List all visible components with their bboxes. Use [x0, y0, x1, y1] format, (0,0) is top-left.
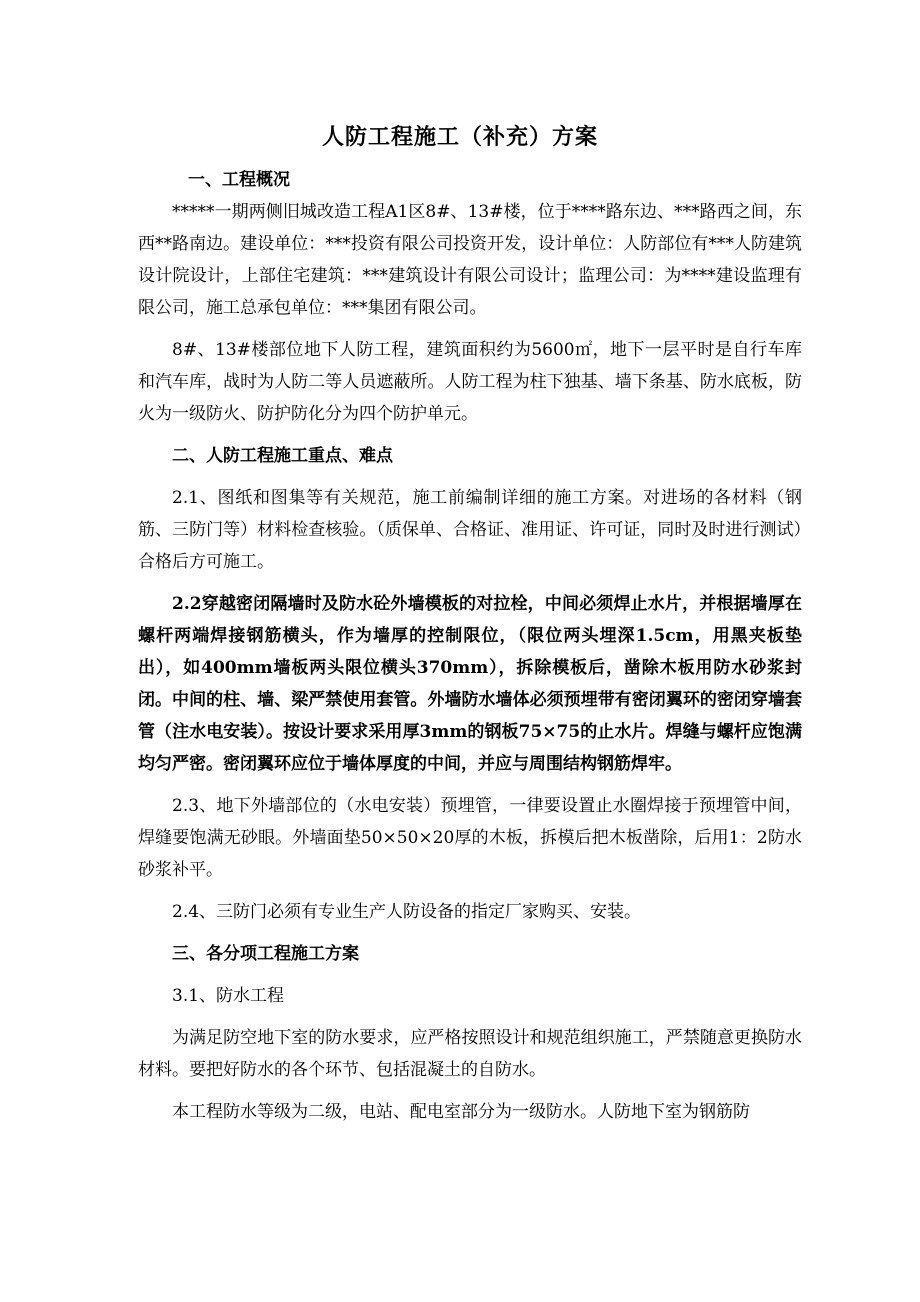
section-heading-1: 一、工程概况	[188, 170, 290, 190]
paragraph: *****一期两侧旧城改造工程A1区8#、13#楼，位于****路东边、***路西之间，东西**路南边。建设单位：***投资有限公司投资开发，设计单位：人防部位有***人防建筑设计院设计，上部住宅建筑：***建筑设计有限公司设计；监理公司：为****建设监理有限公司，施工总承包单位：***集团有限公司。	[138, 202, 802, 318]
paragraph: 2.4、三防门必须有专业生产人防设备的指定厂家购买、安装。	[172, 902, 642, 922]
spacer	[138, 1012, 802, 1022]
spacer	[138, 578, 802, 588]
spacer	[138, 928, 802, 938]
spacer	[138, 472, 802, 482]
spacer	[138, 1086, 802, 1096]
page-title: 人防工程施工（补充）方案	[321, 124, 598, 150]
paragraph-bold: 2.2穿越密闭隔墙时及防水砼外墙模板的对拉栓，中间必须焊止水片，并根据墙厚在螺杆两端焊接钢筋横头，作为墙厚的控制限位，（限位两头埋深1.5cm，用黑夹板垫出），如400mm墙板两头限位横头370mm），拆除模板后，凿除木板用防水砂浆封闭。中间的柱、墙、梁严禁使用套管。外墙防水墙体必须预埋带有密闭翼环的密闭穿墙套管（注水电安装）。按设计要求采用厚3mm的钢板75×75的止水片。焊缝与螺杆应饱满均匀严密。密闭翼环应位于墙体厚度的中间，并应与周围结构钢筋焊牢。	[138, 594, 802, 774]
spacer	[138, 780, 802, 790]
paragraph: 本工程防水等级为二级，电站、配电室部分为一级防水。人防地下室为钢筋防	[172, 1102, 750, 1122]
document-body	[138, 164, 802, 1128]
paragraph: 为满足防空地下室的防水要求，应严格按照设计和规范组织施工，严禁随意更换防水材料。要把好防水的各个环节、包括混凝土的自防水。	[138, 1028, 802, 1080]
subsection-heading: 3.1、防水工程	[172, 986, 285, 1006]
section-heading-2: 二、人防工程施工重点、难点	[172, 446, 393, 466]
spacer	[138, 324, 802, 334]
paragraph: 2.1、图纸和图集等有关规范，施工前编制详细的施工方案。对进场的各材料（钢筋、三防门等）材料检查核验。（质保单、合格证、准用证、许可证，同时及时进行测试）合格后方可施工。	[138, 488, 802, 572]
section-heading-3: 三、各分项工程施工方案	[172, 944, 359, 964]
spacer	[138, 886, 802, 896]
paragraph: 8#、13#楼部位地下人防工程，建筑面积约为5600㎡，地下一层平时是自行车库和汽车库，战时为人防二等人员遮蔽所。人防工程为柱下独基、墙下条基、防水底板，防火为一级防火、防护防化分为四个防护单元。	[138, 340, 802, 424]
spacer	[138, 430, 802, 440]
spacer	[138, 970, 802, 980]
paragraph: 2.3、地下外墙部位的（水电安装）预埋管，一律要设置止水圈焊接于预埋管中间，焊缝要饱满无砂眼。外墙面垫50×50×20厚的木板，拆模后把木板凿除，后用1：2防水砂浆补平。	[138, 796, 802, 880]
